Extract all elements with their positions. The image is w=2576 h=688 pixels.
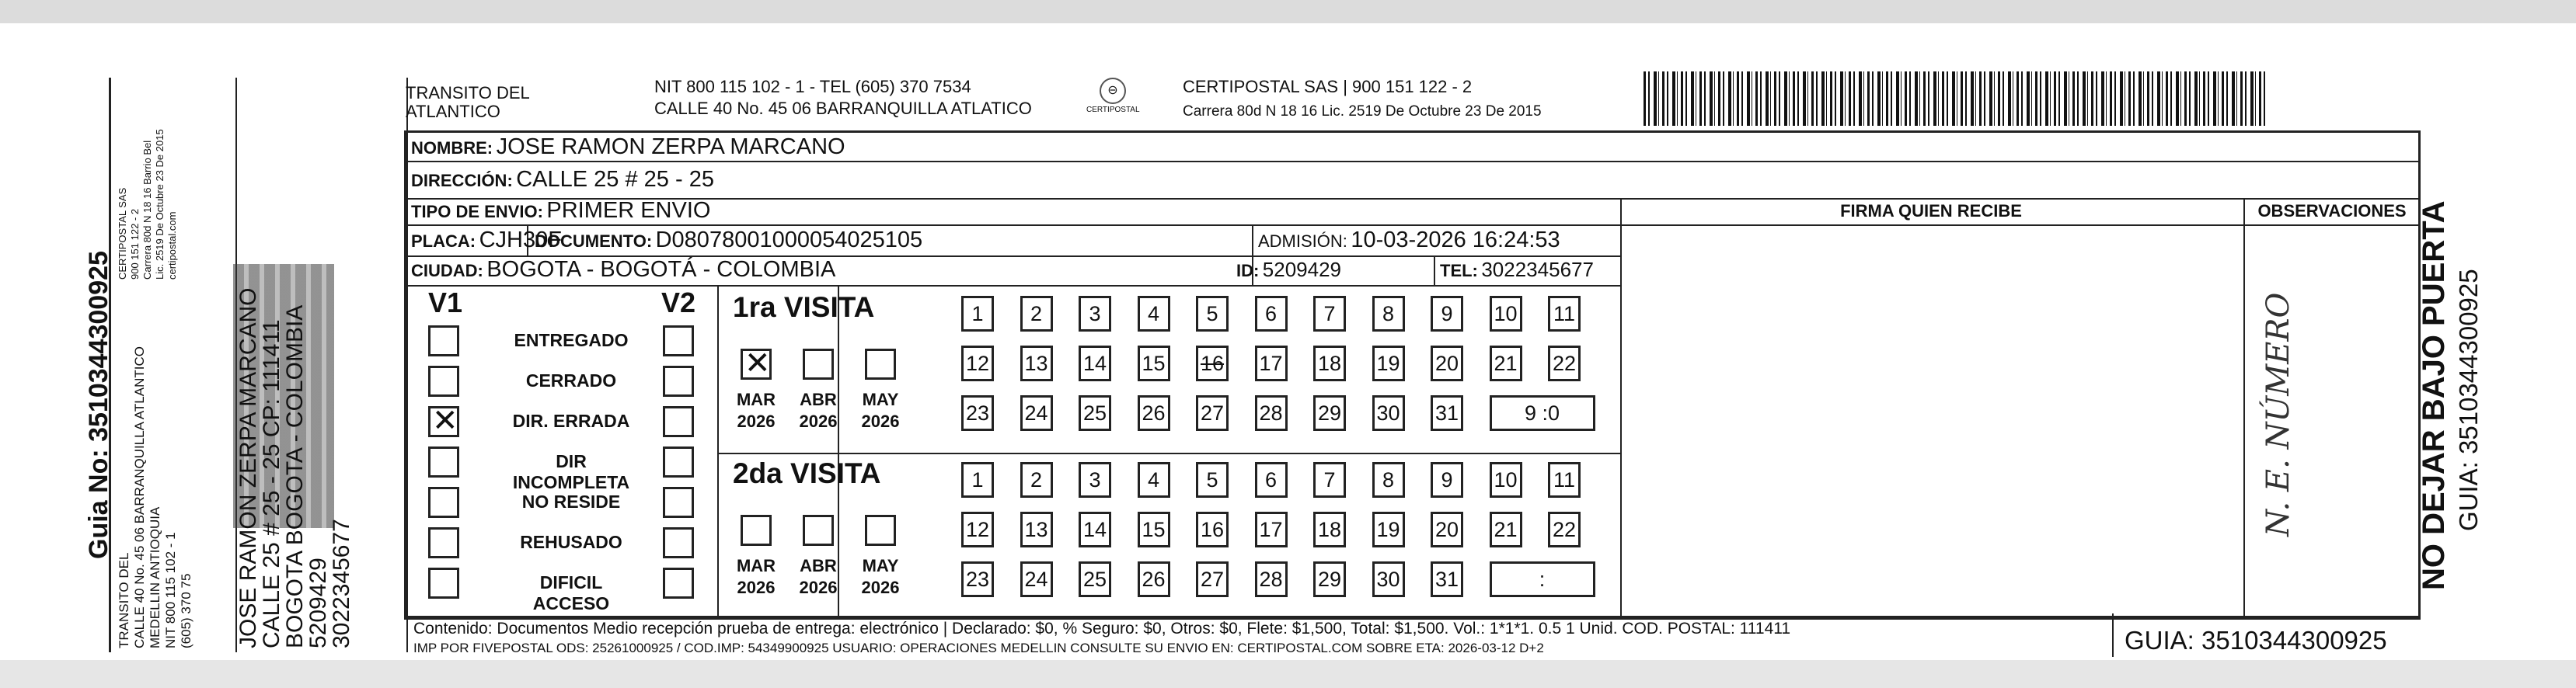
footer-line-1: Contenido: Documentos Medio recepción prueba de entrega: electrónico | Declarado: $0, % Seguro: $0, Otros: $0, Flete: $1,500, Total: $1,500. Vol.: 1*1*1. 0.5 1 Unid. COD. POSTAL: 111411 bbox=[413, 620, 1791, 638]
day-box[interactable]: 23 bbox=[961, 561, 994, 597]
ciudad-value: BOGOTA - BOGOTÁ - COLOMBIA bbox=[486, 257, 836, 282]
day-box[interactable]: 24 bbox=[1020, 395, 1053, 431]
day-box[interactable]: 10 bbox=[1490, 462, 1522, 498]
observaciones-label: OBSERVACIONES bbox=[2257, 201, 2407, 221]
id-value: 5209429 bbox=[1262, 258, 1342, 281]
placa-value: CJH30F bbox=[479, 228, 562, 252]
day-box[interactable]: 7 bbox=[1313, 462, 1346, 498]
day-box[interactable]: 5 bbox=[1196, 296, 1229, 332]
col-line bbox=[717, 285, 719, 616]
day-box[interactable]: 5 bbox=[1196, 462, 1229, 498]
day-box[interactable]: 13 bbox=[1020, 512, 1053, 547]
day-box[interactable]: 25 bbox=[1079, 395, 1111, 431]
col-line bbox=[2243, 198, 2245, 616]
day-box[interactable]: 4 bbox=[1138, 296, 1170, 332]
day-box[interactable]: 20 bbox=[1431, 346, 1463, 381]
day-box[interactable]: 3 bbox=[1079, 296, 1111, 332]
v2-label: V2 bbox=[661, 287, 696, 318]
day-box[interactable]: 21 bbox=[1490, 512, 1522, 547]
month-checkbox[interactable] bbox=[865, 515, 896, 546]
col-line bbox=[1434, 255, 1435, 285]
row-line bbox=[717, 453, 1620, 454]
v2-checkbox[interactable] bbox=[663, 487, 694, 518]
day-box[interactable]: 8 bbox=[1372, 296, 1405, 332]
day-box[interactable]: 3 bbox=[1079, 462, 1111, 498]
logo-text: CERTIPOSTAL bbox=[1086, 106, 1140, 114]
month-checkbox[interactable] bbox=[865, 349, 896, 380]
stub-line: JOSE RAMON ZERPA MARCANO bbox=[235, 287, 261, 648]
day-box[interactable]: 29 bbox=[1313, 561, 1346, 597]
day-box[interactable]: 14 bbox=[1079, 346, 1111, 381]
month-label: MAR bbox=[736, 556, 776, 575]
row-line bbox=[406, 616, 2421, 617]
year-label: 2026 bbox=[737, 578, 776, 597]
day-box[interactable]: 29 bbox=[1313, 395, 1346, 431]
day-box[interactable]: 30 bbox=[1372, 561, 1405, 597]
status-label: DIR. ERRADA bbox=[512, 411, 630, 431]
v1-checkbox[interactable] bbox=[428, 568, 459, 599]
stub-recipient-block bbox=[237, 287, 354, 648]
day-box[interactable]: 14 bbox=[1079, 512, 1111, 547]
time-box[interactable]: : bbox=[1490, 561, 1595, 597]
stub-line: NIT 800 115 102 - 1 bbox=[163, 532, 178, 648]
ciudad-label: CIUDAD: bbox=[411, 261, 483, 280]
month-label: ABR bbox=[800, 556, 837, 575]
v2-checkbox[interactable] bbox=[663, 366, 694, 397]
v1-label: V1 bbox=[428, 287, 463, 318]
id-label: ID: bbox=[1236, 261, 1260, 280]
day-box[interactable]: 13 bbox=[1020, 346, 1053, 381]
v1-checkbox[interactable] bbox=[428, 325, 459, 356]
day-box[interactable]: 9 bbox=[1431, 296, 1463, 332]
id-field bbox=[1236, 255, 1341, 287]
day-box[interactable]: 11 bbox=[1548, 462, 1581, 498]
day-box[interactable]: 19 bbox=[1372, 346, 1405, 381]
status-label: REHUSADO bbox=[520, 532, 622, 552]
sender-name-2: ATLANTICO bbox=[406, 102, 500, 121]
right-guia: GUIA: 3510344300925 bbox=[2454, 269, 2483, 531]
day-box[interactable]: 19 bbox=[1372, 512, 1405, 547]
stub-guia-label: Guia No: 3510344300925 bbox=[84, 251, 113, 559]
nombre-value: JOSE RAMON ZERPA MARCANO bbox=[496, 134, 845, 159]
tel-label: TEL: bbox=[1440, 261, 1478, 280]
status-label: DIFICIL ACCESO bbox=[532, 572, 610, 613]
top-shadow bbox=[0, 0, 2576, 23]
month-checkbox[interactable] bbox=[741, 349, 772, 380]
day-box[interactable]: 22 bbox=[1548, 346, 1581, 381]
stub-line: CERTIPOSTAL SAS bbox=[117, 187, 128, 280]
day-box[interactable]: 10 bbox=[1490, 296, 1522, 332]
day-box[interactable]: 12 bbox=[961, 346, 994, 381]
v2-checkbox[interactable] bbox=[663, 325, 694, 356]
stub-line: Carrera 80d N 18 16 Barrio Bel bbox=[141, 140, 153, 280]
courier-line-2: Carrera 80d N 18 16 Lic. 2519 De Octubre 23 De 2015 bbox=[1183, 103, 1542, 120]
day-box[interactable]: 18 bbox=[1313, 346, 1346, 381]
v1-checkbox[interactable] bbox=[428, 487, 459, 518]
documento-field bbox=[535, 226, 922, 258]
day-box[interactable]: 17 bbox=[1255, 346, 1288, 381]
day-box[interactable]: 27 bbox=[1196, 561, 1229, 597]
year-label: 2026 bbox=[799, 578, 838, 597]
day-box[interactable]: 16 bbox=[1196, 346, 1229, 381]
day-box[interactable]: 15 bbox=[1138, 346, 1170, 381]
stub-line: certipostal.com bbox=[166, 211, 178, 280]
direccion-row bbox=[411, 165, 714, 197]
year-label: 2026 bbox=[861, 412, 900, 431]
certipostal-logo-icon: ⊖ bbox=[1100, 78, 1126, 104]
ciudad-field bbox=[411, 255, 835, 287]
placa-label: PLACA: bbox=[411, 231, 476, 251]
day-box[interactable]: 25 bbox=[1079, 561, 1111, 597]
status-label: DIR INCOMPLETA bbox=[512, 451, 630, 492]
tel-field bbox=[1440, 255, 1594, 287]
v1-checkbox[interactable] bbox=[428, 406, 459, 437]
day-box[interactable]: 27 bbox=[1196, 395, 1229, 431]
firma-label: FIRMA QUIEN RECIBE bbox=[1840, 201, 2022, 221]
day-box[interactable]: 21 bbox=[1490, 346, 1522, 381]
day-box[interactable]: 16 bbox=[1196, 512, 1229, 547]
day-box[interactable]: 30 bbox=[1372, 395, 1405, 431]
admision-field bbox=[1258, 226, 1560, 258]
day-box[interactable]: 8 bbox=[1372, 462, 1405, 498]
day-box[interactable]: 22 bbox=[1548, 512, 1581, 547]
nombre-row bbox=[411, 133, 845, 165]
stub-line: (605) 370 75 bbox=[179, 573, 193, 648]
day-box[interactable]: 12 bbox=[961, 512, 994, 547]
footer-line-2: IMP POR FIVEPOSTAL ODS: 25261000925 / COD.IMP: 54349900925 USUARIO: OPERACIONES MEDELLIN CONSULTE SU ENVIO EN: CERTIPOSTAL.COM SOBRE ETA: 2026-03-12 D+2 bbox=[413, 641, 1544, 655]
bottom-shadow bbox=[0, 660, 2576, 688]
documento-value: D08078001000054025105 bbox=[655, 228, 923, 252]
footer-divider bbox=[2112, 613, 2114, 657]
day-box[interactable]: 26 bbox=[1138, 395, 1170, 431]
no-dejar-title: NO DEJAR BAJO PUERTA bbox=[2417, 200, 2451, 590]
time-box[interactable]: 9 :0 bbox=[1490, 395, 1595, 431]
month-label: ABR bbox=[800, 390, 837, 409]
stub-line: 3022345677 bbox=[329, 519, 354, 648]
year-label: 2026 bbox=[737, 412, 776, 431]
stub-courier-block bbox=[117, 129, 179, 280]
day-box[interactable]: 28 bbox=[1255, 395, 1288, 431]
v2-checkbox[interactable] bbox=[663, 568, 694, 599]
day-box[interactable]: 2 bbox=[1020, 462, 1053, 498]
status-label: ENTREGADO bbox=[514, 330, 629, 350]
admision-label: ADMISIÓN: bbox=[1258, 231, 1347, 251]
sender-nit: NIT 800 115 102 - 1 - TEL (605) 370 7534 bbox=[654, 77, 971, 96]
day-box[interactable]: 28 bbox=[1255, 561, 1288, 597]
day-box[interactable]: 26 bbox=[1138, 561, 1170, 597]
stub-line: TRANSITO DEL bbox=[117, 552, 131, 648]
day-box[interactable]: 11 bbox=[1548, 296, 1581, 332]
day-box[interactable]: 24 bbox=[1020, 561, 1053, 597]
v2-checkbox[interactable] bbox=[663, 527, 694, 558]
v2-checkbox[interactable] bbox=[663, 406, 694, 437]
tel-value: 3022345677 bbox=[1481, 258, 1594, 281]
stub-line: 900 151 122 - 2 bbox=[129, 208, 141, 280]
month-label: MAY bbox=[862, 390, 899, 409]
direccion-label: DIRECCIÓN: bbox=[411, 171, 513, 190]
day-box[interactable]: 31 bbox=[1431, 561, 1463, 597]
admision-value: 10-03-2026 16:24:53 bbox=[1351, 228, 1560, 252]
observaciones-handwritten: N. E. NÚMERO bbox=[2261, 292, 2296, 537]
documento-label: DOCUMENTO: bbox=[535, 231, 653, 251]
day-box[interactable]: 18 bbox=[1313, 512, 1346, 547]
tipo-value: PRIMER ENVIO bbox=[546, 198, 711, 223]
direccion-value: CALLE 25 # 25 - 25 bbox=[516, 167, 714, 192]
year-label: 2026 bbox=[861, 578, 900, 597]
v1-checkbox[interactable] bbox=[428, 527, 459, 558]
year-label: 2026 bbox=[799, 412, 838, 431]
footer-guia: GUIA: 3510344300925 bbox=[2125, 626, 2387, 655]
col-line bbox=[1620, 198, 1622, 616]
day-box[interactable]: 20 bbox=[1431, 512, 1463, 547]
day-box[interactable]: 1 bbox=[961, 296, 994, 332]
day-box[interactable]: 6 bbox=[1255, 296, 1288, 332]
status-label: NO RESIDE bbox=[521, 492, 621, 512]
stub-line: 5209429 bbox=[305, 558, 331, 648]
status-label: CERRADO bbox=[525, 370, 617, 391]
stub-line: MEDELLIN ANTIOQUIA bbox=[148, 506, 162, 648]
day-box[interactable]: 23 bbox=[961, 395, 994, 431]
month-checkbox[interactable] bbox=[741, 515, 772, 546]
tipo-label: TIPO DE ENVIO: bbox=[411, 202, 543, 221]
courier-line-1: CERTIPOSTAL SAS | 900 151 122 - 2 bbox=[1183, 77, 1473, 96]
month-checkbox[interactable] bbox=[803, 515, 834, 546]
sender-name: TRANSITO DEL bbox=[406, 83, 530, 103]
v1-checkbox[interactable] bbox=[428, 366, 459, 397]
v1-checkbox[interactable] bbox=[428, 447, 459, 478]
month-label: MAR bbox=[736, 390, 776, 409]
day-box[interactable]: 31 bbox=[1431, 395, 1463, 431]
day-box[interactable]: 9 bbox=[1431, 462, 1463, 498]
day-box[interactable]: 4 bbox=[1138, 462, 1170, 498]
day-box[interactable]: 1 bbox=[961, 462, 994, 498]
nombre-label: NOMBRE: bbox=[411, 138, 493, 158]
sender-address: CALLE 40 No. 45 06 BARRANQUILLA ATLATICO bbox=[654, 99, 1032, 118]
day-box[interactable]: 17 bbox=[1255, 512, 1288, 547]
visit1-title: 1ra VISITA bbox=[733, 291, 875, 323]
stub-sender-block bbox=[117, 346, 194, 648]
v2-checkbox[interactable] bbox=[663, 447, 694, 478]
barcode bbox=[1644, 71, 2265, 126]
day-box[interactable]: 15 bbox=[1138, 512, 1170, 547]
day-box[interactable]: 6 bbox=[1255, 462, 1288, 498]
visit2-title: 2da VISITA bbox=[733, 457, 881, 489]
stub-line: Lic. 2519 De Octubre 23 De 2015 bbox=[154, 129, 166, 280]
delivery-form bbox=[404, 130, 2421, 620]
month-checkbox[interactable] bbox=[803, 349, 834, 380]
stub-line: BOGOTA BOGOTA - COLOMBIA bbox=[282, 304, 308, 648]
day-box[interactable]: 2 bbox=[1020, 296, 1053, 332]
tipo-row bbox=[411, 196, 710, 228]
month-label: MAY bbox=[862, 556, 899, 575]
stub-line: CALLE 40 No. 45 06 BARRANQUILLA ATLANTICO bbox=[132, 346, 147, 648]
stub-line: CALLE 25 # 25 - 25 CP: 111411 bbox=[259, 319, 284, 648]
day-box[interactable]: 7 bbox=[1313, 296, 1346, 332]
